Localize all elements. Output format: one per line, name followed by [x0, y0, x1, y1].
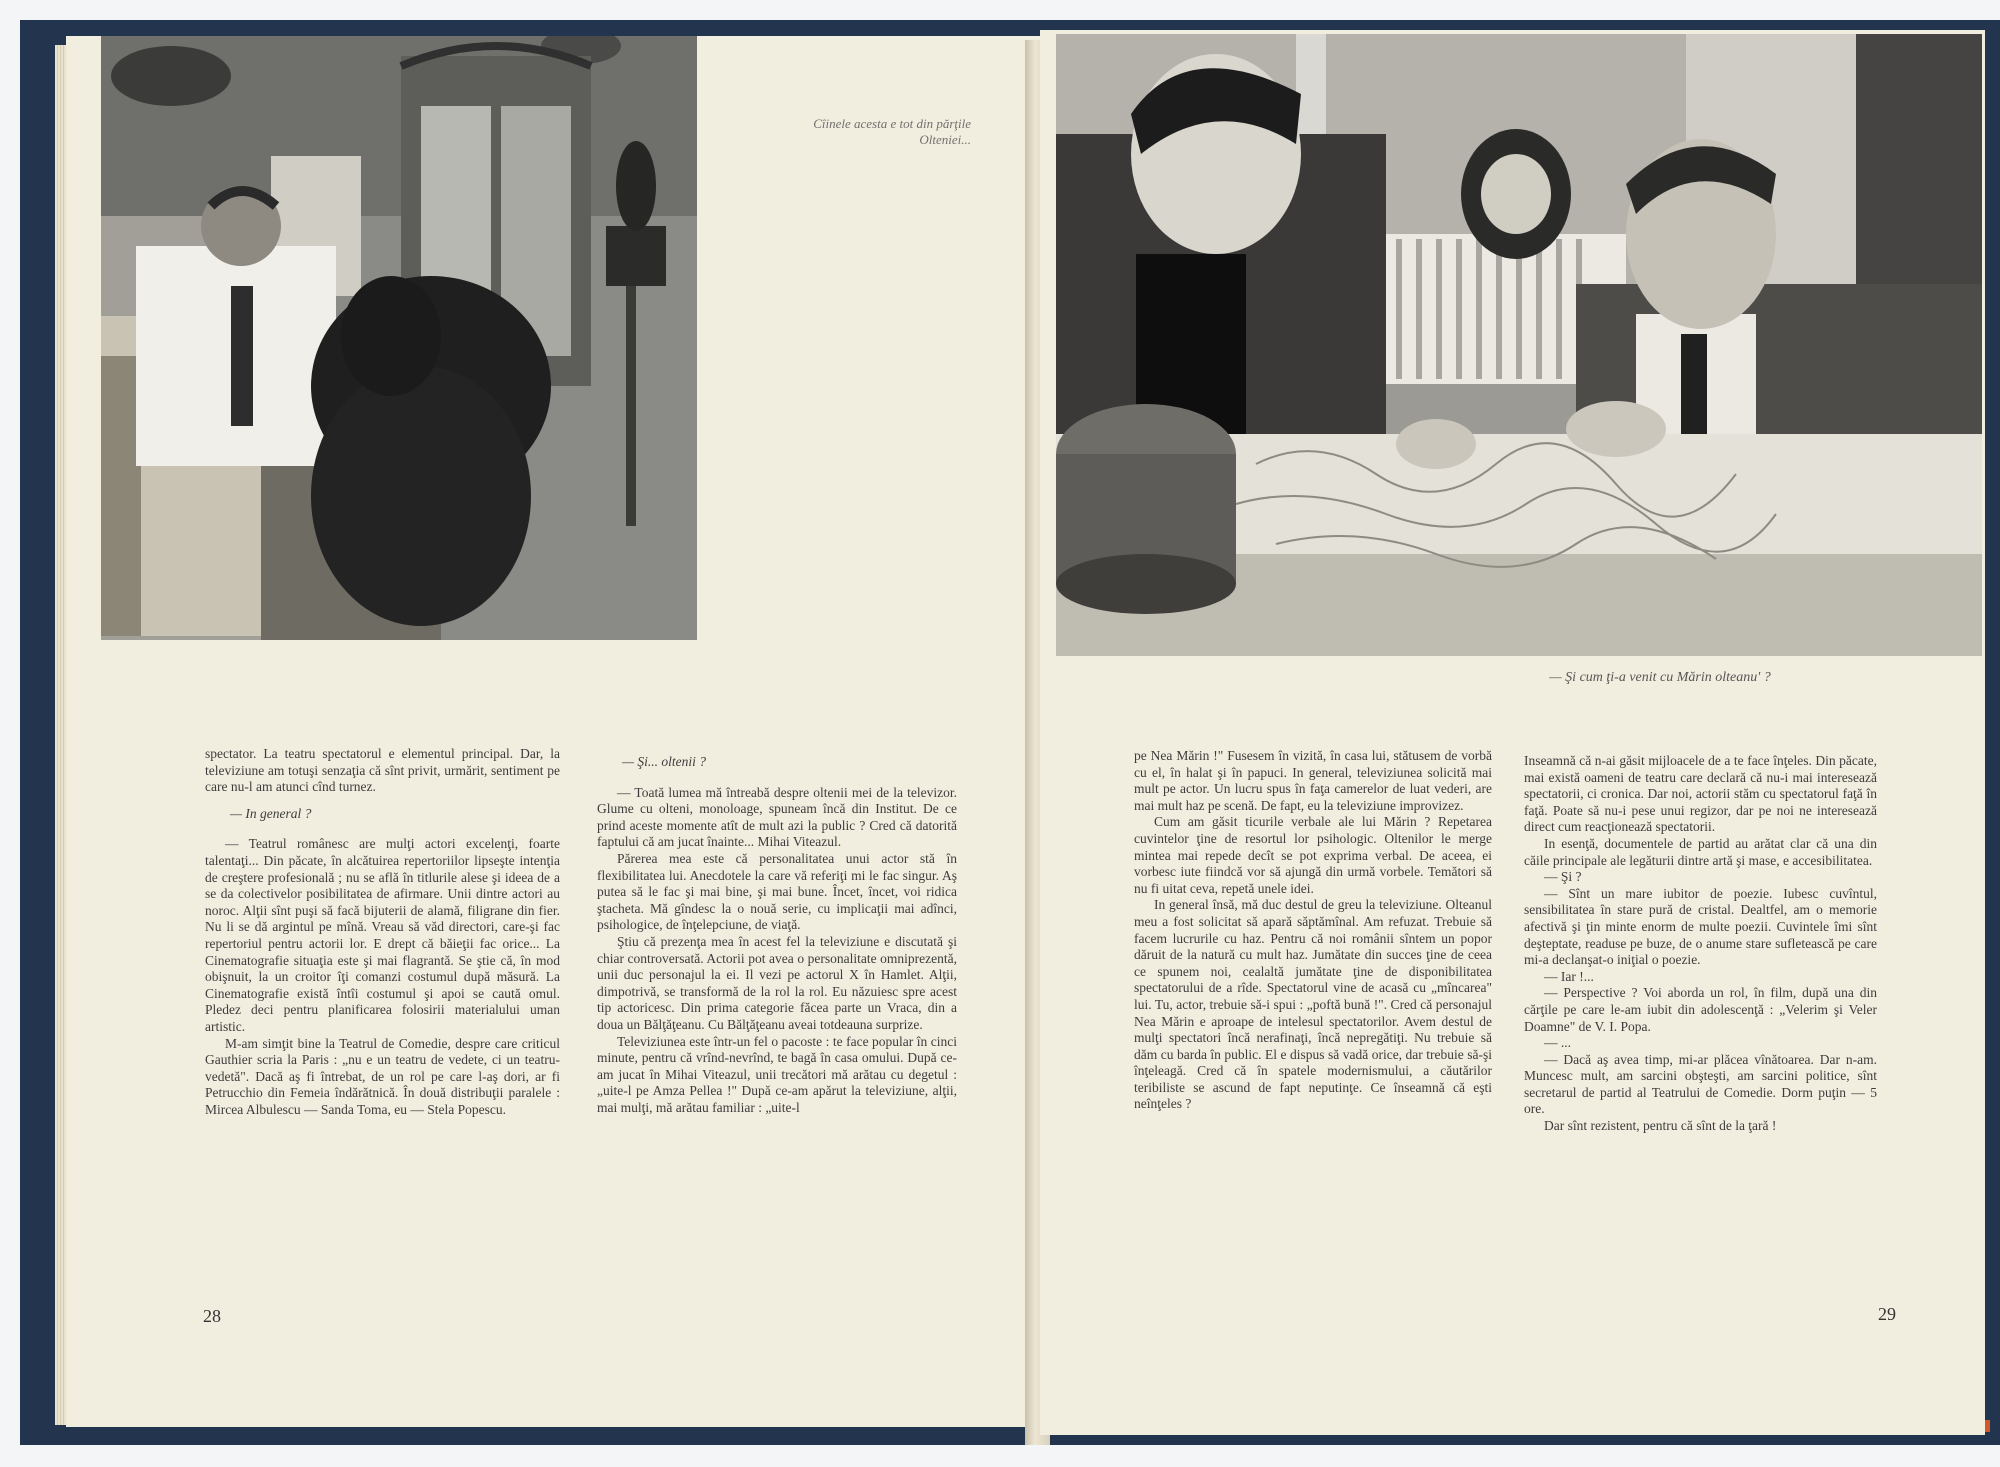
- body-paragraph: — Şi ?: [1544, 869, 1582, 885]
- page-number-left: 28: [203, 1306, 221, 1326]
- right-page: [1040, 30, 1985, 1435]
- left-page-column-2: [597, 744, 957, 1116]
- photo-caption-right: — Şi cum ţi-a venit cu Mărin olteanu' ?: [1549, 670, 1771, 685]
- body-paragraph: spectator. La teatru spectatorul e elementul principal. Dar, la televiziune am totuşi senzaţia că sînt privit, urmărit, sentiment pe care nu-l am atunci cînd turnez.: [205, 746, 560, 795]
- right-page-column-2: [1524, 753, 1877, 1135]
- photo-caption-left: Cîinele acesta e tot din părţile Olteniei...: [813, 116, 971, 147]
- body-paragraph: In general însă, mă duc destul de greu la televiziune. Olteanul meu a fost solicitat să apară săptămînal. Am refuzat. Trebuie să facem lucrurile cu haz. Pentru că noi românii sîntem un popor dăruit de la natură cu mult haz. Jumătate din succes ţine de ceea ce spunem noi, cealaltă jumătate ţine de disponibilitatea spectatorului de a rîde. Spectatorul vine de acasă cu „mîncarea" lui. Tu, actor, trebuie să-i spui : „poftă bună !". Cred că personajul Nea Mărin e aproape de intelesul spectatorilor. Avem destul de mulţi spectatori încă nerafinaţi, încă nepregătiţi. Nu trebuie să dăm cu barda în public. El e dispus să vadă orice, dar trebuie să-şi înţeleagă. Cred că în spatele modernismului, a căutărilor teribiliste se ascund de fapt neputinţe. Ce înseamnă că eşti neînţeles ?: [1134, 897, 1492, 1112]
- body-paragraph: — ...: [1544, 1035, 1571, 1051]
- page-number-right: 29: [1878, 1304, 1896, 1324]
- left-page: [66, 36, 1041, 1427]
- interview-question: — In general ?: [230, 805, 312, 821]
- body-paragraph: — Dacă aş avea timp, mi-ar plăcea vînătoarea. Dar n-am. Muncesc mult, am sarcini obşteşti, am sarcini politice, sînt secretarul de partid al Teatrului de Comedie. Dorm puţin — 5 ore.: [1524, 1051, 1877, 1117]
- body-paragraph: Cum am găsit ticurile verbale ale lui Mărin ? Repetarea cuvintelor ţine de resortul lor psihologic. Oltenilor le merge mintea mai repede decît se pot exprima verbal. De aceea, ei vorbesc iute fiindcă vor să ajungă din urmă vorbele. Temători să nu fi uitat ceva, repetă unele idei.: [1134, 814, 1492, 896]
- interview-question: — Şi... oltenii ?: [622, 754, 706, 769]
- body-paragraph: — Perspective ? Voi aborda un rol, în film, după una din cărţile pe care le-am iubit din adolescenţă : „Velerim şi Veler Doamne" de V. I. Popa.: [1524, 985, 1877, 1034]
- body-paragraph: — Toată lumea mă întreabă despre oltenii mei de la televizor. Glume cu olteni, monoloage, spuneam încă din Institut. De ce prind aceste momente atît de mult azi la public ? Cred că datorită faptului că am jucat înainte... Mihai Viteazul.: [597, 784, 957, 850]
- body-paragraph: M-am simţit bine la Teatrul de Comedie, despre care criticul Gauthier scria la Paris : „nu e un teatru de vedete, ci un teatru-vedetă". Dacă aş fi întrebat, de un rol pe care l-aş dori, ar fi Petrucchio din Femeia îndărătnică. În două distribuţii paralele : Mircea Albulescu — Sanda Toma, eu — Stela Popescu.: [205, 1035, 560, 1117]
- photo-two-men-conversation: [1056, 34, 1982, 656]
- body-paragraph: — Iar !...: [1544, 968, 1594, 984]
- body-paragraph: pe Nea Mărin !" Fusesem în vizită, în casa lui, stătusem de vorbă cu el, în halat şi în papuci. In general, televiziunea solicită mai mult pe actor. Un lucru spus în faţa camerelor de luat vederi, are mai mult haz pe scenă. De fapt, eu la televiziune improvizez.: [1134, 748, 1492, 813]
- photo-man-with-poodle: [101, 36, 697, 640]
- body-paragraph: Televiziunea este într-un fel o pacoste : te face popular în cinci minute, pentru că vrînd-nevrînd, te bagă în casa omului. După ce-am jucat în Mihai Viteazul, unii trecători mă arătau cu degetul : „uite-l pe Amza Pellea !" După ce-am apărut la televiziune, alţii, mai mulţi, mă arătau familiar : „uite-l: [597, 1033, 957, 1115]
- body-paragraph: Ştiu că prezenţa mea în acest fel la televiziune e discutată şi chiar controversată. Actorii pot avea o personalitate omniprezentă, unii duc personajul la ei. Il vezi pe actorul X în Hamlet. Alţii, dimpotrivă, se transformă de la rol la rol. Eu năzuiesc spre acest tip actoricesc. Din prima categorie făcea parte un Vraca, din a doua un Bălţăţeanu. Cu Bălţăţeanu aveai totdeauna surprize.: [597, 933, 957, 1032]
- right-page-column-1: [1134, 748, 1492, 1113]
- body-paragraph: Inseamnă că n-ai găsit mijloacele de a te face înţeles. Din păcate, mai există oameni de teatru care declară că nu-i mai interesează spectatorii, ci cronica. Dar noi, actorii stăm cu spectatorul faţă în faţă. Poate să nu-i pese unui regizor, dar pe noi ne interesează direct cum reacţionează spectatorii.: [1524, 753, 1877, 835]
- left-page-column-1: [205, 746, 560, 1118]
- body-paragraph: — Teatrul românesc are mulţi actori excelenţi, foarte talentaţi... Din păcate, în alcătuirea repertoriilor lipseşte intenţia de creştere profesională ; nu se află în titlurile alese şi ideea de a se da colectivelor posibilitatea de afirmare. Unii dintre actori au noroc. Alţii sînt puşi să facă bijuterii de alamă, filigrane din fier. Nu li se dă argintul pe mînă. Vreau să văd directori, care-şi fac repertoriul pentru actorii lor. E drept că băieţii fac orice... La Cinematografie situaţia este şi mai flagrantă. Se ştie că, în mod obişnuit, la un croitor îţi comanzi costumul după măsură. La Cinematografie există întîi costumul şi apoi se caută omul. Pledez deci pentru planificarea folosirii materialului uman artistic.: [205, 836, 560, 1034]
- body-paragraph: Dar sînt rezistent, pentru că sînt de la ţară !: [1544, 1118, 1777, 1134]
- body-paragraph: Părerea mea este că personalitatea unui actor stă în flexibilitatea lui. Anecdotele la care vă referiţi mi le fac singur. Aş putea să le fac şi mai bine, şi mai bune. Încet, încet, voi ridica ştacheta. Mă gîndesc la o nouă serie, cu implicaţii mai adînci, psihologice, de înţelepciune, de viaţă.: [597, 850, 957, 933]
- body-paragraph: In esenţă, documentele de partid au arătat clar că una din căile principale ale legăturii dintre artă şi mase, e accesibilitatea.: [1524, 835, 1877, 868]
- body-paragraph: — Sînt un mare iubitor de poezie. Iubesc cuvîntul, sensibilitatea în stare pură de cristal. Dealtfel, am o memorie afectivă şi ţin minte enorm de multe poezii. Cuvintele îmi sînt deşteptate, readuse pe buze, de o anume stare sufletească pe care mi-a declanşat-o iniţial o poezie.: [1524, 885, 1877, 968]
